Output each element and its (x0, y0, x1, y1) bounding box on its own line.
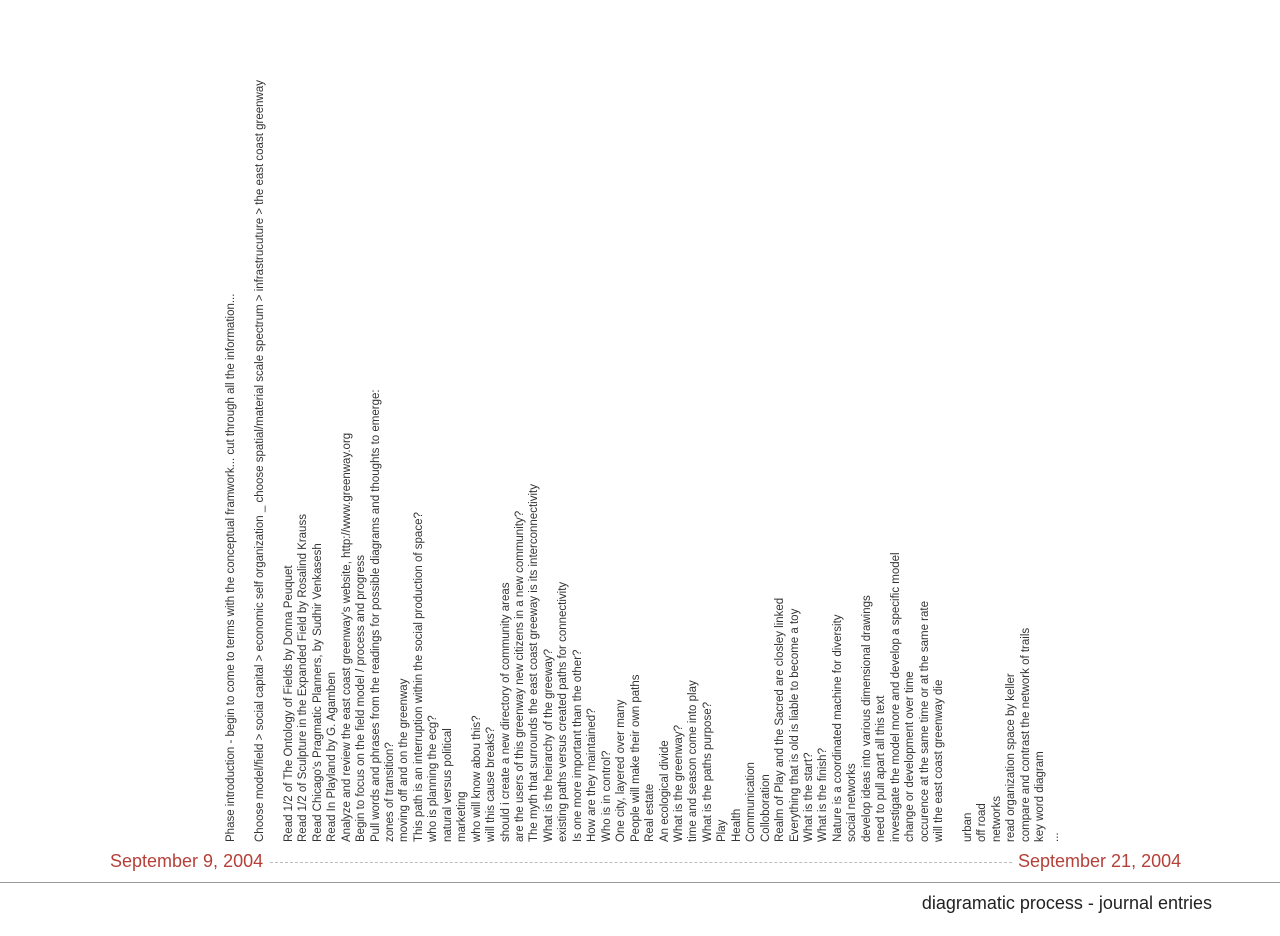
journal-entry-line: Real estate (644, 783, 657, 842)
journal-entry-line: Realm of Play and the Sacred are closley linked (774, 597, 787, 842)
journal-entry-line: develop ideas into various dimensional drawings (860, 595, 873, 842)
end-date: September 21, 2004 (1018, 851, 1182, 871)
journal-entry-line: Read 1/2 of The Ontology of Fields by Donna Peuquet (282, 565, 295, 842)
journal-entry-line: Read In Playland by G. Agamben (326, 671, 339, 842)
journal-entry-line: Phase introduction - begin to come to terms with the conceptual framwork... cut through all the information... (225, 293, 237, 842)
journal-entry-line: What is the finish? (817, 748, 830, 842)
journal-entry-line: existing paths versus created paths for connectivity (557, 581, 570, 842)
timeline-dashed-line (270, 862, 1012, 863)
journal-entry-line: An ecological divide (658, 740, 671, 842)
journal-entry-line: What is the paths purpose? (701, 702, 714, 842)
journal-entry-line: What is the greenway? (672, 725, 685, 842)
journal-entry-line: urban (961, 812, 974, 842)
journal-entry-line: Is one more important than the other? (571, 649, 584, 842)
journal-entry-line: occurence at the same time or at the same rate (918, 601, 931, 842)
journal-entry-line: Who is in control? (600, 750, 613, 842)
journal-entry-line: zones of transition? (383, 742, 396, 842)
journal-entry-line: natural versus political (441, 728, 454, 842)
journal-entry-line: Everything that is old is liable to become a toy (788, 608, 801, 842)
journal-entry-line: compare and contrast the network of trails (1019, 627, 1032, 842)
journal-entry-line: who is planning the ecg? (427, 715, 440, 842)
journal-entry-line: Read 1/2 of Sculpture in the Expanded Field by Rosalind Krauss (297, 514, 310, 842)
journal-entry-line: Analyze and review the east coast greenway's website, http://www.greenway.org (340, 432, 353, 842)
journal-entry-line: who will know abou this? (470, 715, 483, 842)
journal-entry-line: How are they maintained? (586, 708, 599, 842)
journal-entry-line: Play (716, 819, 729, 842)
divider-rule (0, 882, 1280, 883)
journal-entry-line: change or development over time (904, 671, 917, 842)
journal-entry-line: ... (1048, 832, 1061, 842)
journal-entry-line: key word diagram (1034, 751, 1047, 842)
start-date: September 9, 2004 (110, 851, 264, 871)
journal-entry-line: Pull words and phrases from the readings for possible diagrams and thoughts to emerge: (369, 389, 382, 842)
journal-entry-line: The myth that surrounds the east coast greeway is its interconnectivity (528, 484, 541, 842)
journal-entry-line: read organization space by keller (1005, 673, 1018, 842)
journal-entry-line: Choose model/field > social capital > economic self organization _ choose spatial/material scale spectrum > infrastrucuture > the east coast greenway (253, 80, 266, 842)
journal-entry-line: What is the heirarchy of the greeway? (542, 648, 555, 842)
journal-entry-line: Begin to focus on the field model / process and progress (355, 554, 368, 842)
journal-entry-line: Nature is a coordinated machine for diversity (831, 614, 844, 842)
journal-entry-line: marketing (456, 791, 469, 842)
page-caption: diagramatic process - journal entries (921, 893, 1212, 913)
journal-entry-line: Communication (745, 762, 758, 842)
journal-entry-line: People will make their own paths (629, 674, 642, 842)
journal-entry-line: moving off and on the greenway (398, 678, 411, 842)
journal-entry-line: will the east coast greenway die (933, 679, 946, 842)
journal-entry-line: This path is an interruption within the social production of space? (412, 512, 425, 842)
journal-entry-line: networks (990, 795, 1003, 842)
journal-entry-line: One city, layered over many (615, 699, 628, 842)
journal-entry-line: need to pull apart all this text (875, 695, 888, 842)
journal-entry-line: will this cause breaks? (485, 726, 498, 842)
journal-entry-line: social networks (846, 763, 859, 842)
journal-entry-line: time and season come into play (687, 680, 700, 842)
journal-entry-line: investigate the model more and develop a specific model (889, 552, 902, 842)
journal-entry-line: are the users of this greenway new citizens in a new community? (514, 510, 526, 842)
journal-entry-line: should i create a new directory of community areas (499, 582, 512, 842)
journal-entry-line: Read Chicago's Pragmatic Planners, by Sudhir Venkasesh (311, 543, 324, 842)
journal-entry-line: What is the start? (803, 752, 815, 842)
journal-entry-line: Health (730, 808, 743, 842)
journal-entry-line: Colloboration (759, 774, 772, 842)
journal-entry-line: off road (976, 803, 989, 842)
